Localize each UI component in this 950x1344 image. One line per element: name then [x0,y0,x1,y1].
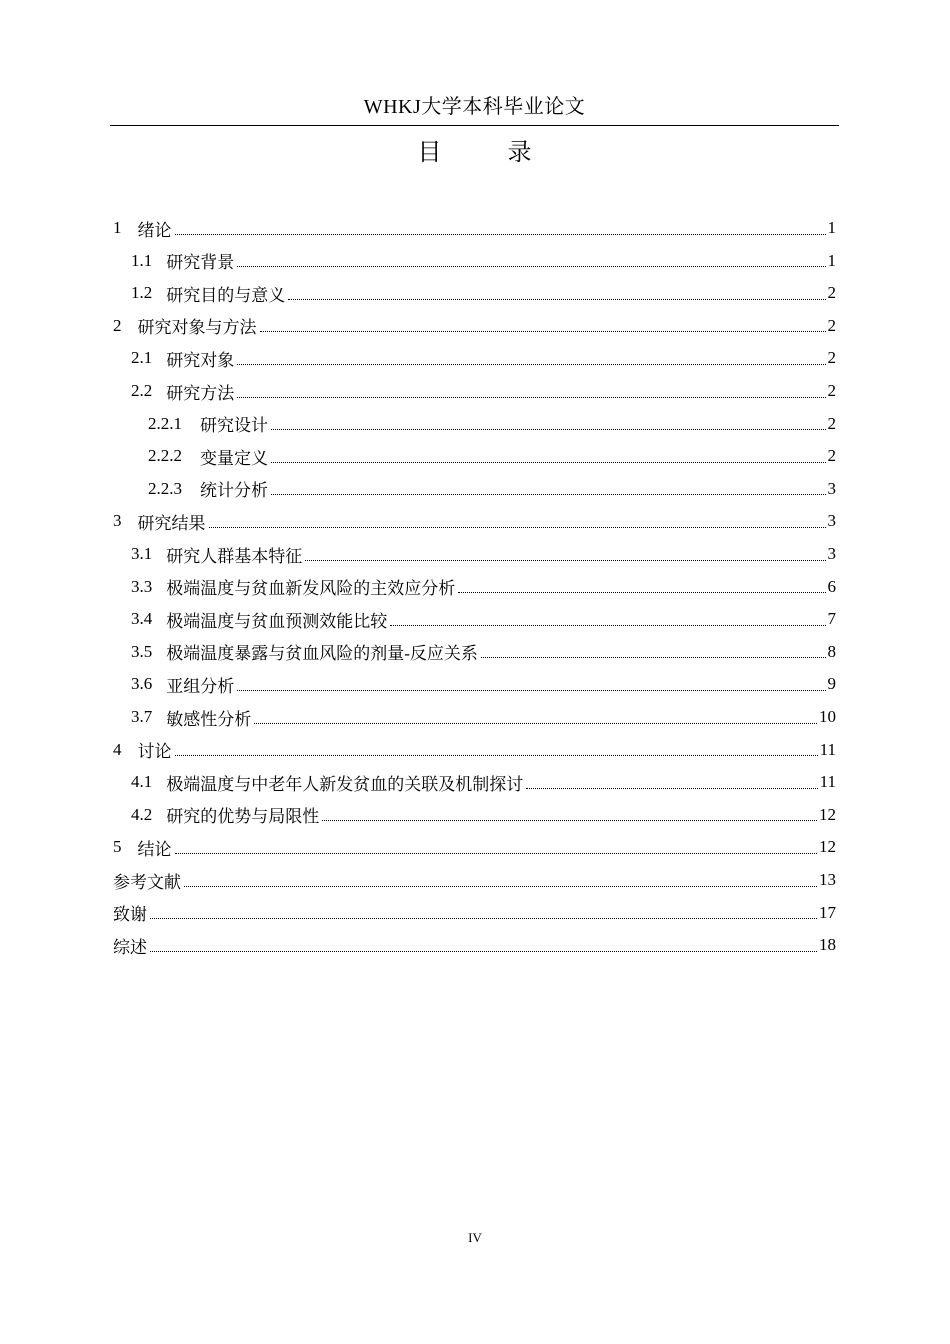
toc-entry-page: 3 [827,478,836,498]
toc-entry-title: 研究设计 [200,416,268,436]
header-rule [110,125,839,126]
toc-entry-page: 3 [827,511,836,531]
toc-entry-title: 结论 [137,839,172,859]
dot-leader [254,723,817,724]
toc-entry[interactable] [113,897,836,929]
toc-entry-number: 2.2.3 [148,478,182,498]
toc-entry-title: 讨论 [137,742,172,762]
toc-entry-number: 4.1 [131,772,153,792]
toc-entry-page: 11 [819,739,836,759]
toc-entry-title: 极端温度与贫血预测效能比较 [166,611,388,631]
toc-entry[interactable] [113,701,836,733]
dot-leader [305,560,825,561]
toc-entry[interactable] [113,342,836,374]
toc-entry[interactable] [113,929,836,961]
toc-entry-title: 研究结果 [137,513,206,533]
toc-entry-title: 极端温度与贫血新发风险的主效应分析 [166,579,456,599]
toc-entry-number: 1 [113,218,122,237]
toc-entry[interactable] [113,603,836,635]
toc-entry[interactable] [113,668,836,700]
toc-entry-page: 9 [827,674,836,694]
toc-entry-page: 2 [827,413,836,433]
toc-entry-title: 研究对象与方法 [137,318,257,338]
dot-leader [271,462,826,463]
toc-entry-page: 7 [827,609,836,629]
toc-entry-title: 变量定义 [200,448,268,468]
toc-entry-title: 绪论 [137,220,172,240]
dot-leader [237,266,825,267]
toc-entry[interactable] [113,864,836,896]
toc-entry-page: 11 [819,772,836,792]
toc-entry-title: 致谢 [113,905,147,925]
toc-entry-page: 12 [819,837,836,857]
toc-entry-page: 2 [827,446,836,466]
toc-entry-number: 2.2.1 [148,413,182,433]
toc-entry-title: 参考文献 [113,872,181,892]
toc-entry-title: 综述 [113,937,147,957]
toc-entry-title: 研究对象 [166,350,235,370]
toc-entry[interactable] [113,408,836,440]
dot-leader [260,331,826,332]
toc-entry-number: 4 [113,739,122,759]
page-number: IV [468,1230,482,1245]
toc-entry-number: 4.2 [131,804,153,824]
toc-entry-title: 研究人群基本特征 [166,546,303,566]
toc-entry-number: 2.2 [131,381,153,400]
toc-entry[interactable] [113,636,836,668]
toc-entry-page: 12 [819,804,836,824]
toc-entry-page: 1 [827,250,836,270]
dot-leader [481,657,826,658]
dot-leader [271,494,826,495]
dot-leader [237,364,825,365]
toc-entry[interactable] [113,734,836,766]
toc-title: 目 录 [417,140,562,166]
toc-entry-page: 3 [827,544,836,563]
dot-leader [150,918,817,919]
dot-leader [175,853,818,854]
toc-entry[interactable] [113,831,836,863]
dot-leader [175,234,826,235]
dot-leader [458,592,825,593]
dot-leader [209,527,826,528]
toc-entry-number: 2.1 [131,348,153,368]
toc-entry[interactable] [113,375,836,407]
toc-entry-title: 敏感性分析 [166,709,252,729]
toc-entry-number: 3 [113,511,122,531]
toc-entry-number: 3.5 [131,641,153,661]
toc-entry[interactable] [113,505,836,537]
toc-entry-number: 2.2.2 [148,446,182,466]
toc-entry-number: 3.1 [131,544,153,563]
running-header: WHKJ大学本科毕业论文 [363,96,586,118]
toc-entry-number: 3.4 [131,609,153,629]
toc-entry-page: 2 [827,348,836,368]
toc-entry[interactable] [113,571,836,603]
toc-entry[interactable] [113,766,836,798]
toc-entry-page: 13 [819,870,836,889]
toc-entry[interactable] [113,799,836,831]
toc-entry-page: 2 [827,283,836,303]
dot-leader [526,788,817,789]
toc-entry-number: 1.2 [131,283,153,303]
dot-leader [271,429,826,430]
dot-leader [288,299,825,300]
toc-entry-title: 研究的优势与局限性 [166,807,320,827]
toc-entry-page: 2 [827,315,836,335]
dot-leader [322,820,817,821]
toc-entry-page: 8 [827,641,836,661]
dot-leader [184,886,817,887]
toc-entry-page: 17 [819,902,836,922]
toc-entry-title: 研究背景 [166,253,235,273]
dot-leader [237,690,825,691]
toc-entry-title: 极端温度暴露与贫血风险的剂量-反应关系 [166,644,478,664]
toc-entry-page: 1 [827,218,836,237]
toc-entry-number: 3.3 [131,576,153,596]
toc-entry[interactable] [113,277,836,309]
toc-entry-number: 3.6 [131,674,153,694]
toc-entry-title: 统计分析 [200,481,268,501]
dot-leader [390,625,825,626]
toc-entry[interactable] [113,310,836,342]
toc-entry-page: 18 [819,935,836,955]
toc-entry-number: 3.7 [131,707,153,726]
toc-entry-title: 研究目的与意义 [166,285,286,305]
toc-entry-number: 1.1 [131,250,153,270]
toc-entry[interactable] [113,473,836,505]
toc-entry[interactable] [113,538,836,570]
toc-entry[interactable] [113,245,836,277]
dot-leader [150,951,817,952]
dot-leader [237,397,825,398]
toc-entry-number: 2 [113,315,122,335]
dot-leader [175,755,818,756]
toc-entry-page: 2 [827,381,836,400]
toc-entry-number: 5 [113,837,122,857]
toc-entry-title: 极端温度与中老年人新发贫血的关联及机制探讨 [166,774,524,794]
toc-entry[interactable] [113,212,836,244]
toc-entry-title: 研究方法 [166,383,235,403]
toc-entry[interactable] [113,440,836,472]
toc-entry-page: 6 [827,576,836,596]
toc-entry-page: 10 [819,707,836,726]
toc-entry-title: 亚组分析 [166,676,235,696]
